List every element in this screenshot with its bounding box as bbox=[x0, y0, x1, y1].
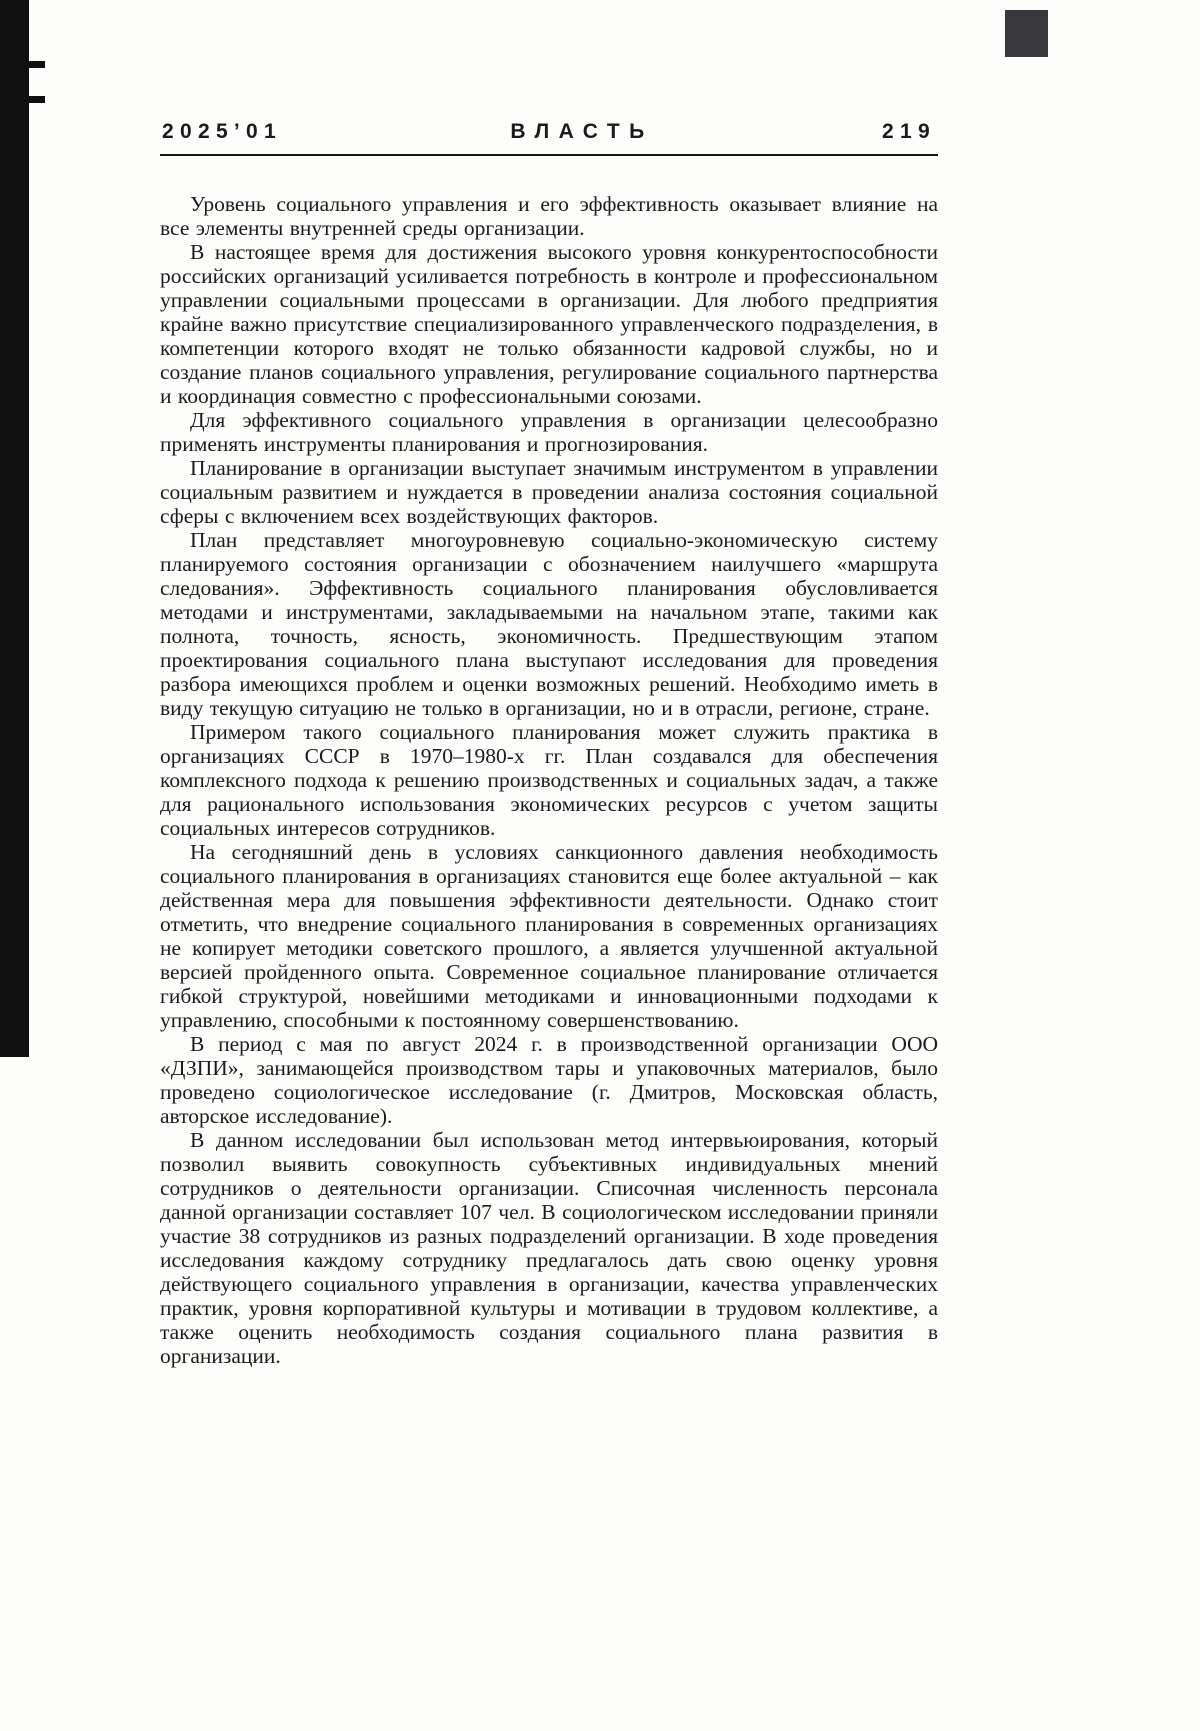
page-header bbox=[160, 120, 938, 154]
corner-artifact bbox=[1005, 10, 1048, 57]
paragraph: В данном исследовании был использован метод интервьюирования, который позволил выявить совокупность субъективных индивидуальных мнений сотрудников о деятельности организации. Списочная численность персонала данной организации составляет 107 чел. В социологическом исследовании приняли участие 38 сотрудников из разных подразделений организации. В ходе проведения исследования каждому сотруднику предлагалось дать свою оценку уровня действующего социального управления в организации, качества управленческих практик, уровня корпоративной культуры и мотивации в трудовом коллективе, а также оценить необходимость создания социального плана развития в организации. bbox=[160, 1128, 938, 1368]
scan-mark bbox=[0, 96, 45, 103]
page-number: 219 bbox=[882, 120, 936, 143]
paragraph: Примером такого социального планирования может служить практика в организациях СССР в 1970–1980-х гг. План создавался для обеспечения комплексного подхода к решению производственных и социальных задач, а также для рационального использования экономических ресурсов с учетом защиты социальных интересов сотрудников. bbox=[160, 720, 938, 840]
paragraph: На сегодняшний день в условиях санкционного давления необходимость социального планирования в организациях становится еще более актуальной – как действенная мера для повышения эффективности деятельности. Однако стоит отметить, что внедрение социального планирования в современных организациях не копирует методики советского прошлого, а является улучшенной актуальной версией пройденного опыта. Современное социальное планирование отличается гибкой структурой, новейшими методиками и инновационными подходами к управлению, способными к постоянному совершенствованию. bbox=[160, 840, 938, 1032]
paragraph: Уровень социального управления и его эффективность оказывает влияние на все элементы внутренней среды организации. bbox=[160, 192, 938, 240]
page-content bbox=[160, 120, 938, 1368]
paragraph: План представляет многоуровневую социально-экономическую систему планируемого состояния организации с обозначением наилучшего «маршрута следования». Эффективность социального планирования обусловливается методами и инструментами, закладываемыми на начальном этапе, такими как полнота, точность, ясность, экономичность. Предшествующим этапом проектирования социального плана выступают исследования для проведения разбора имеющихся проблем и оценки возможных решений. Необходимо иметь в виду текущую ситуацию не только в организации, но и в отрасли, регионе, стране. bbox=[160, 528, 938, 720]
paragraph: В настоящее время для достижения высокого уровня конкурентоспособности российских организаций усиливается потребность в контроле и профессиональном управлении социальными процессами в организации. Для любого предприятия крайне важно присутствие специализированного управленческого подразделения, в компетенции которого входят не только обязанности кадровой службы, но и создание планов социального управления, регулирование социального партнерства и координация совместно с профессиональными союзами. bbox=[160, 240, 938, 408]
paragraph: Для эффективного социального управления в организации целесообразно применять инструменты планирования и прогнозирования. bbox=[160, 408, 938, 456]
paragraph: Планирование в организации выступает значимым инструментом в управлении социальным развитием и нуждается в проведении анализа состояния социальной сферы с включением всех воздействующих факторов. bbox=[160, 456, 938, 528]
article-body bbox=[160, 192, 938, 1368]
paragraph: В период с мая по август 2024 г. в производственной организации ООО «ДЗПИ», занимающейся производством тары и упаковочных материалов, было проведено социологическое исследование (г. Дмитров, Московская область, авторское исследование). bbox=[160, 1032, 938, 1128]
header-rule bbox=[160, 154, 938, 156]
journal-title: ВЛАСТЬ bbox=[510, 120, 654, 143]
scan-edge-strip bbox=[0, 0, 29, 1057]
issue-label: 2025’01 bbox=[162, 120, 283, 143]
scan-mark bbox=[0, 61, 45, 68]
